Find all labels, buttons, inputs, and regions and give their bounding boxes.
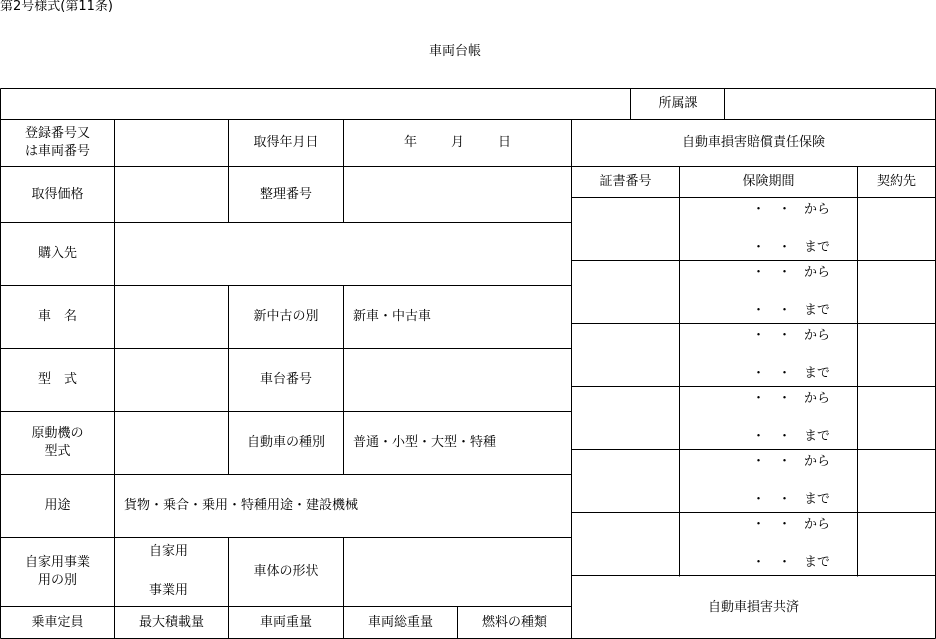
private-business-label-line2: 用の別 xyxy=(37,573,77,588)
mutual-aid-title: 自動車損害共済 xyxy=(707,599,799,615)
fuel-type-label: 燃料の種類 xyxy=(481,614,547,630)
reference-number-label: 整理番号 xyxy=(259,186,312,202)
passenger-capacity-label: 乗車定員 xyxy=(31,614,84,630)
insurance-period-from[interactable]: ・ ・ から xyxy=(752,265,831,280)
insurance-column-certificate: 証書番号 xyxy=(599,174,652,189)
header-blank-field[interactable] xyxy=(1,89,631,119)
insurance-contractor-field[interactable] xyxy=(858,198,935,260)
acquisition-date-label: 取得年月日 xyxy=(253,135,319,150)
form-number: 第2号様式(第11条) xyxy=(0,0,113,14)
insurance-contractor-field[interactable] xyxy=(858,513,935,575)
insurance-period-to[interactable]: ・ ・ まで xyxy=(752,555,831,570)
body-shape-label: 車体の形状 xyxy=(253,564,319,579)
insurance-column-contractor: 契約先 xyxy=(876,174,916,189)
registration-number-label xyxy=(1,120,114,166)
insurance-certificate-field[interactable] xyxy=(572,261,679,323)
date-month-label: 月 xyxy=(451,135,465,150)
chassis-number-label: 車台番号 xyxy=(259,372,312,387)
max-load-label: 最大積載量 xyxy=(138,614,204,630)
usage-value[interactable]: 貨物・乗合・乗用・特種用途・建設機械 xyxy=(124,498,359,513)
department-field[interactable] xyxy=(725,89,935,119)
insurance-period-from[interactable]: ・ ・ から xyxy=(752,454,831,469)
insurance-title: 自動車損害賠償責任保険 xyxy=(681,135,825,150)
insurance-contractor-field[interactable] xyxy=(858,324,935,386)
insurance-certificate-field[interactable] xyxy=(572,387,679,449)
vehicle-name-field[interactable] xyxy=(115,286,228,348)
insurance-period-from[interactable]: ・ ・ から xyxy=(752,391,831,406)
chassis-number-field[interactable] xyxy=(344,349,571,411)
private-business-options[interactable] xyxy=(115,538,228,606)
vehicle-type-value[interactable]: 普通・小型・大型・特種 xyxy=(353,435,497,450)
insurance-certificate-field[interactable] xyxy=(572,198,679,260)
insurance-certificate-field[interactable] xyxy=(572,513,679,575)
model-label: 型 式 xyxy=(37,372,77,387)
insurance-contractor-field[interactable] xyxy=(858,387,935,449)
insurance-column-period: 保険期間 xyxy=(742,174,795,189)
supplier-field[interactable] xyxy=(115,223,571,285)
usage-label: 用途 xyxy=(44,498,71,513)
new-or-used-label: 新中古の別 xyxy=(253,309,319,324)
insurance-period-to[interactable]: ・ ・ まで xyxy=(752,366,831,381)
engine-model-label xyxy=(1,412,114,474)
insurance-contractor-field[interactable] xyxy=(858,261,935,323)
business-use-option[interactable]: 事業用 xyxy=(149,583,189,598)
registration-number-field[interactable] xyxy=(115,120,228,166)
body-shape-field[interactable] xyxy=(344,538,571,606)
model-field[interactable] xyxy=(115,349,228,411)
engine-model-field[interactable] xyxy=(115,412,228,474)
insurance-contractor-field[interactable] xyxy=(858,450,935,512)
reference-number-field[interactable] xyxy=(344,167,571,222)
private-use-option[interactable]: 自家用 xyxy=(149,544,189,559)
registration-number-label-line2: は車両番号 xyxy=(24,144,90,159)
vehicle-name-label: 車 名 xyxy=(37,309,77,324)
insurance-period-to[interactable]: ・ ・ まで xyxy=(752,303,831,318)
insurance-period-to[interactable]: ・ ・ まで xyxy=(752,240,831,255)
new-or-used-value[interactable]: 新車・中古車 xyxy=(353,309,432,324)
insurance-period-to[interactable]: ・ ・ まで xyxy=(752,429,831,444)
insurance-period-from[interactable]: ・ ・ から xyxy=(752,517,831,532)
insurance-period-from[interactable]: ・ ・ から xyxy=(752,328,831,343)
private-business-label xyxy=(1,538,114,606)
registration-number-label-line1: 登録番号又 xyxy=(24,126,90,141)
acquisition-date-field[interactable] xyxy=(344,120,571,166)
acquisition-price-label: 取得価格 xyxy=(31,186,84,202)
acquisition-price-field[interactable] xyxy=(115,167,228,222)
date-year-label: 年 xyxy=(404,135,418,150)
engine-model-label-line2: 型式 xyxy=(44,444,71,459)
insurance-period-to[interactable]: ・ ・ まで xyxy=(752,492,831,507)
vehicle-type-label: 自動車の種別 xyxy=(246,435,325,450)
insurance-period-from[interactable]: ・ ・ から xyxy=(752,202,831,217)
private-business-label-line1: 自家用事業 xyxy=(24,555,90,570)
insurance-certificate-field[interactable] xyxy=(572,450,679,512)
engine-model-label-line1: 原動機の xyxy=(31,426,84,441)
department-label: 所属課 xyxy=(658,96,698,111)
vehicle-weight-label: 車両重量 xyxy=(259,614,312,630)
gross-weight-label: 車両総重量 xyxy=(367,614,433,630)
date-day-label: 日 xyxy=(498,135,512,150)
insurance-certificate-field[interactable] xyxy=(572,324,679,386)
supplier-label: 購入先 xyxy=(37,246,77,261)
page-title: 車両台帳 xyxy=(429,44,482,59)
